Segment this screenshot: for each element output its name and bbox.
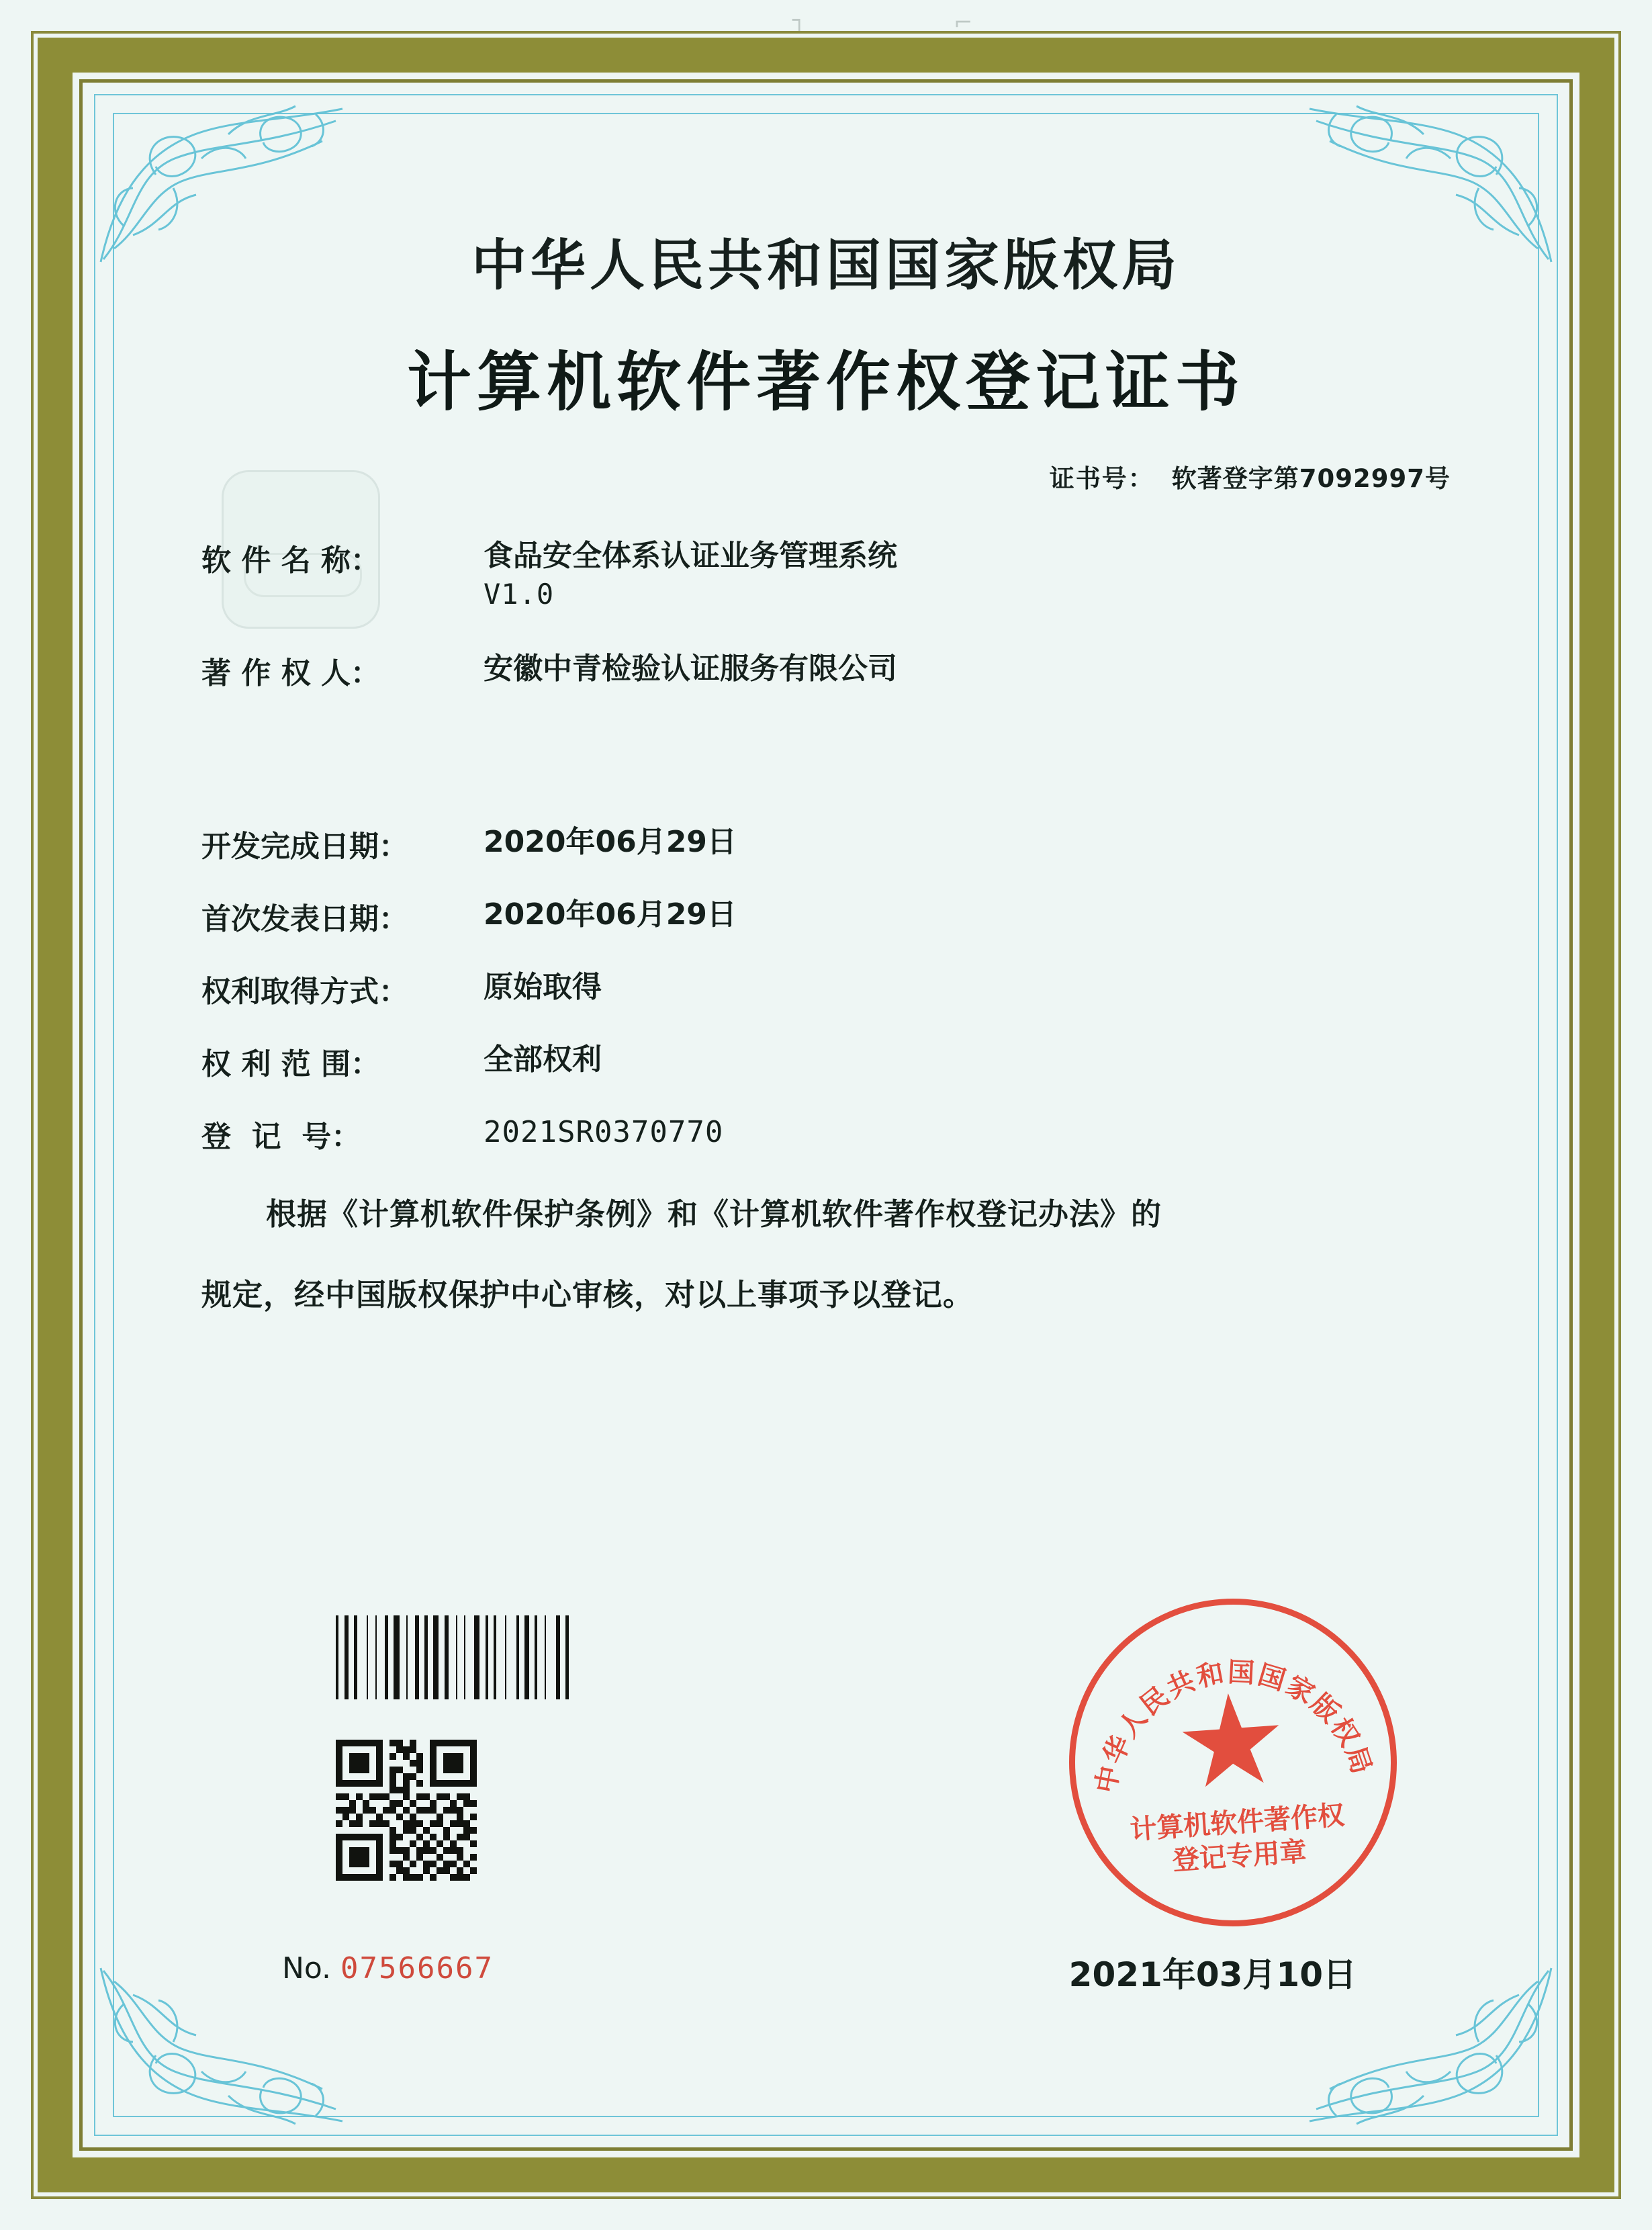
field-value: 2020年06月29日 bbox=[484, 897, 737, 932]
serial-number-label: No. bbox=[282, 1951, 332, 1986]
official-seal bbox=[1058, 1588, 1408, 1938]
certificate-content bbox=[134, 222, 1518, 1352]
field-label: 权 利 范 围： bbox=[201, 1047, 380, 1082]
field-label: 权利取得方式： bbox=[201, 975, 408, 1010]
field-value-text: 食品安全体系认证业务管理系统 bbox=[484, 539, 897, 573]
field-first-publication-date bbox=[201, 895, 1518, 938]
field-label: 首次发表日期： bbox=[201, 902, 408, 937]
serial-number bbox=[282, 1951, 494, 1986]
corner-flourish-bottom-left bbox=[94, 1961, 349, 2136]
certificate-number-value: 软著登字第7092997号 bbox=[1171, 464, 1451, 493]
greek-key-border-right bbox=[1579, 38, 1614, 2192]
statement-line-2: 规定，经中国版权保护中心审核，对以上事项予以登记。 bbox=[201, 1276, 974, 1312]
seal-text-line-2: 登记专用章 bbox=[1171, 1836, 1308, 1877]
statement-line-1: 根据《计算机软件保护条例》和《计算机软件著作权登记办法》的 bbox=[266, 1196, 1162, 1233]
field-label: 著 作 权 人： bbox=[201, 656, 380, 691]
field-value: 2020年06月29日 bbox=[484, 825, 737, 860]
field-copyright-owner bbox=[201, 649, 1518, 692]
svg-text:中华人民共和国国家版权局: 中华人民共和国国家版权局 bbox=[1090, 1656, 1378, 1796]
field-value: 2021SR0370770 bbox=[484, 1115, 724, 1150]
field-value bbox=[484, 536, 897, 614]
certificate-number-label: 证书号： bbox=[1049, 464, 1154, 493]
codes-block bbox=[336, 1615, 574, 1881]
fields-spacer bbox=[201, 721, 1518, 822]
field-label: 登 记 号： bbox=[201, 1120, 361, 1155]
barcode bbox=[336, 1615, 574, 1699]
seal-text-line-1: 计算机软件著作权 bbox=[1129, 1799, 1346, 1846]
issuer-title: 中华人民共和国国家版权局 bbox=[471, 233, 1181, 298]
field-label: 软 件 名 称： bbox=[201, 543, 380, 578]
qr-code bbox=[336, 1740, 477, 1881]
field-value: 安徽中青检验认证服务有限公司 bbox=[484, 652, 897, 686]
legal-statement bbox=[134, 1192, 1518, 1317]
field-value: 全部权利 bbox=[484, 1042, 602, 1077]
field-value: 原始取得 bbox=[484, 970, 602, 1005]
issue-date: 2021年03月10日 bbox=[1068, 1955, 1357, 1994]
field-rights-acquisition bbox=[201, 967, 1518, 1010]
fields-list bbox=[134, 536, 1518, 1155]
certificate-number-row bbox=[134, 458, 1518, 494]
page-title: 计算机软件著作权登记证书 bbox=[407, 344, 1245, 420]
margin-mark-right: ⌐ bbox=[954, 9, 973, 36]
margin-mark-left: ┐ bbox=[792, 7, 807, 34]
greek-key-border-bottom bbox=[38, 2157, 1614, 2192]
greek-key-border-left bbox=[38, 38, 73, 2192]
field-label: 开发完成日期： bbox=[201, 830, 408, 864]
field-software-name bbox=[201, 536, 1518, 614]
field-registration-number bbox=[201, 1112, 1518, 1155]
greek-key-border-top bbox=[38, 38, 1614, 73]
field-value-version: V1.0 bbox=[484, 578, 555, 611]
field-rights-scope bbox=[201, 1040, 1518, 1083]
serial-number-value: 07566667 bbox=[340, 1951, 494, 1986]
field-development-completion-date bbox=[201, 822, 1518, 865]
